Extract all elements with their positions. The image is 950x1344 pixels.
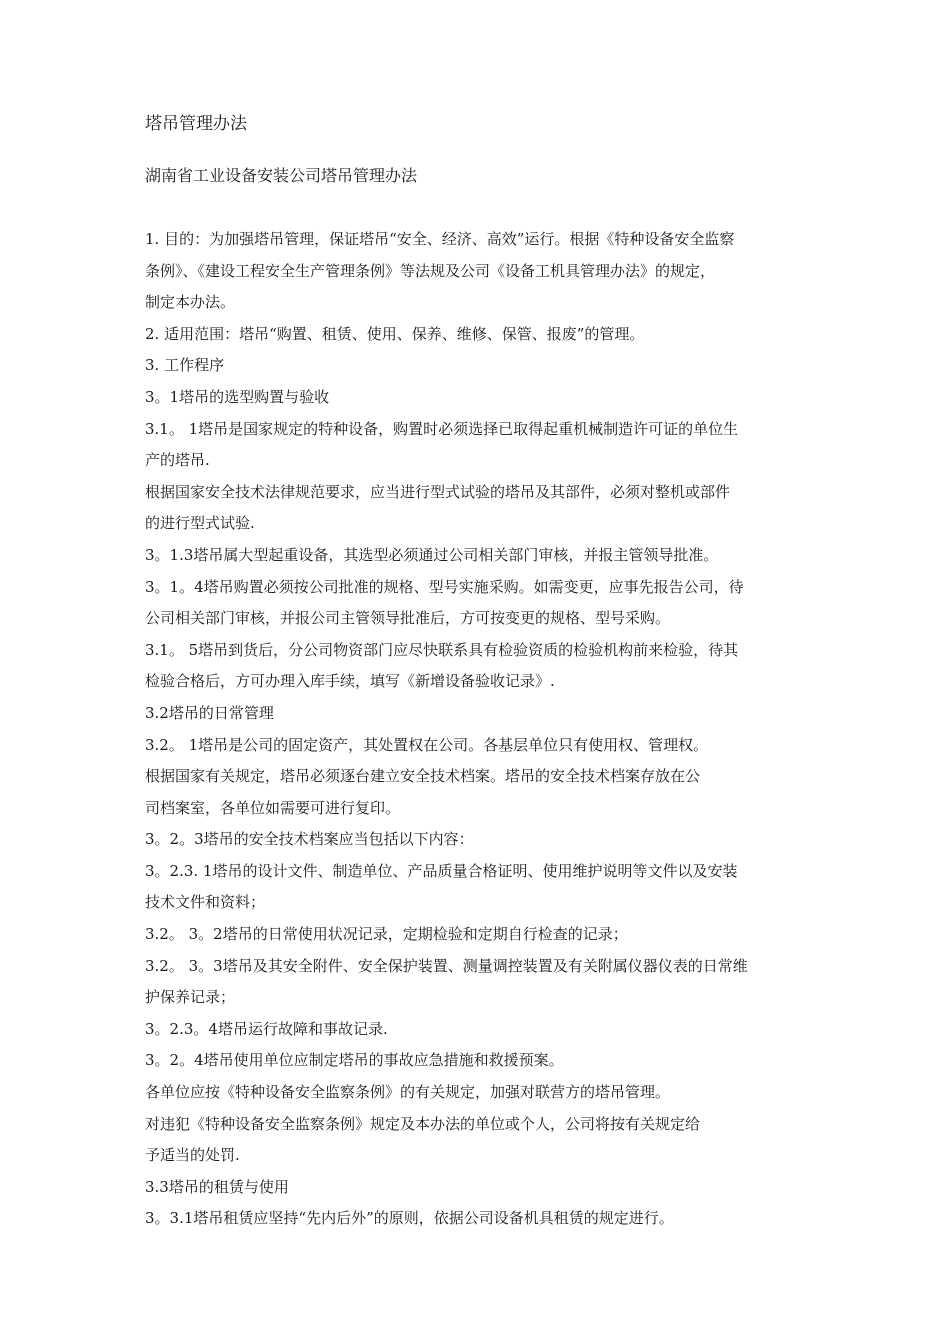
text-line: 3.2。 1塔吊是公司的固定资产，其处置权在公司。各基层单位只有使用权、管理权。 — [145, 735, 709, 754]
text-line: 各单位应按《特种设备安全监察条例》的有关规定，加强对联营方的塔吊管理。 — [145, 1083, 671, 1102]
text-line: 3.2。 3。2塔吊的日常使用状况记录，定期检验和定期自行检查的记录； — [145, 925, 628, 944]
document-title: 塔吊管理办法 — [145, 114, 247, 134]
text-line: 3。3.1塔吊租赁应坚持“先内后外”的原则，依据公司设备机具租赁的规定进行。 — [145, 1209, 674, 1228]
text-line: 3.3塔吊的租赁与使用 — [145, 1177, 289, 1196]
text-line: 3.1。 1塔吊是国家规定的特种设备，购置时必须选择已取得起重机械制造许可证的单位生 — [145, 419, 739, 438]
text-line: 根据国家有关规定，塔吊必须逐台建立安全技术档案。塔吊的安全技术档案存放在公 — [145, 767, 701, 786]
text-line: 3。2.3。4塔吊运行故障和事故记录. — [145, 1019, 388, 1038]
text-line: 3。1塔吊的选型购置与验收 — [145, 387, 330, 406]
text-line: 1. 目的：为加强塔吊管理，保证塔吊“安全、经济、高效”运行。根据《特种设备安全监察 — [145, 230, 735, 248]
text-line: 3. 工作程序 — [145, 356, 225, 375]
text-line: 的进行型式试验. — [145, 514, 255, 533]
text-line: 3.2。 3。3塔吊及其安全附件、安全保护装置、测量调控装置及有关附属仪器仪表的日常维 — [145, 956, 748, 975]
text-line: 3。2。4塔吊使用单位应制定塔吊的事故应急措施和救援预案。 — [145, 1051, 564, 1070]
document-subtitle: 湖南省工业设备安装公司塔吊管理办法 — [145, 166, 418, 185]
text-line: 根据国家安全技术法律规范要求，应当进行型式试验的塔吊及其部件，必须对整机或部件 — [145, 482, 731, 501]
text-line: 司档案室，各单位如需要可进行复印。 — [145, 798, 401, 817]
text-line: 对违犯《特种设备安全监察条例》规定及本办法的单位或个人，公司将按有关规定给 — [145, 1114, 701, 1133]
text-line: 3。1.3塔吊属大型起重设备，其选型必须通过公司相关部门审核，并报主管领导批准。 — [145, 545, 719, 564]
text-line: 予适当的处罚. — [145, 1146, 240, 1165]
document-body — [145, 224, 805, 1235]
text-line: 制定本办法。 — [145, 293, 236, 312]
text-line: 公司相关部门审核，并报公司主管领导批准后，方可按变更的规格、型号采购。 — [145, 609, 671, 628]
text-line: 条例》、《建设工程安全生产管理条例》等法规及公司《设备工机具管理办法》的规定， — [145, 261, 716, 280]
text-line: 3。2.3. 1塔吊的设计文件、制造单位、产品质量合格证明、使用维护说明等文件以及安装 — [145, 861, 738, 880]
text-line: 3。1。4塔吊购置必须按公司批准的规格、型号实施采购。如需变更，应事先报告公司，待 — [145, 577, 744, 596]
text-line: 3。2。3塔吊的安全技术档案应当包括以下内容： — [145, 830, 474, 849]
text-line: 技术文件和资料； — [145, 893, 266, 912]
text-line: 护保养记录； — [145, 988, 236, 1007]
text-line: 3.1。 5塔吊到货后，分公司物资部门应尽快联系具有检验资质的检验机构前来检验，待其 — [145, 640, 739, 659]
text-line: 3.2塔吊的日常管理 — [145, 703, 274, 722]
text-line: 检验合格后，方可办理入库手续，填写《新增设备验收记录》. — [145, 672, 555, 691]
text-line: 产的塔吊. — [145, 451, 210, 470]
text-line: 2. 适用范围：塔吊“购置、租赁、使用、保养、维修、保管、报废”的管理。 — [145, 324, 645, 343]
